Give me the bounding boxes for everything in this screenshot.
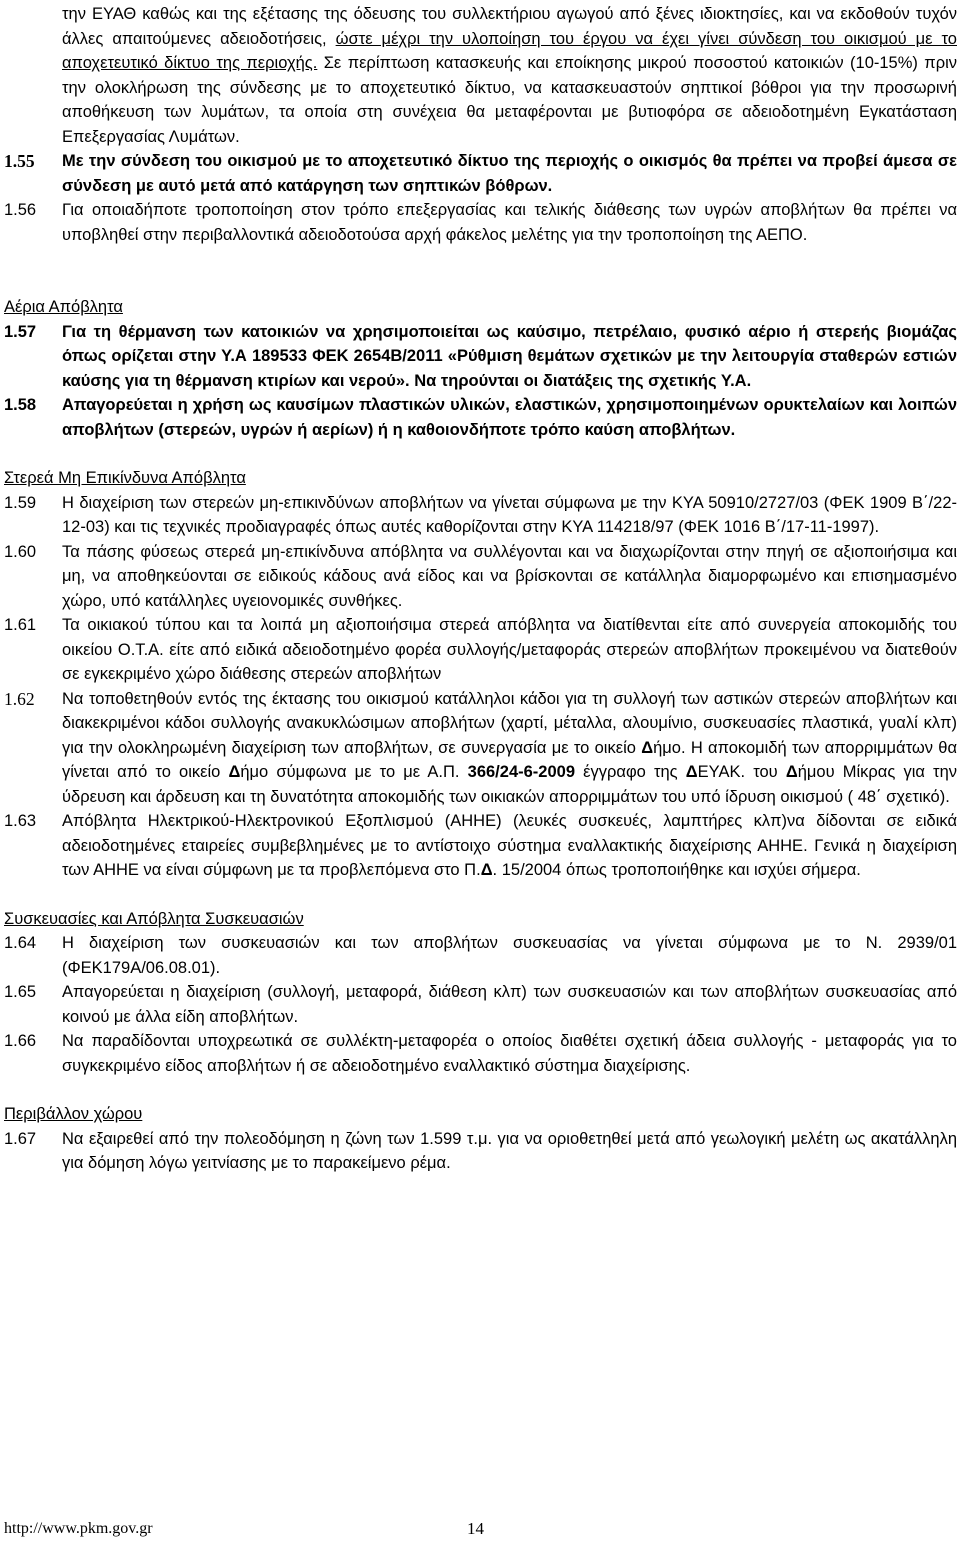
clause-1-63 xyxy=(4,809,957,883)
intro-text-start: την ΕΥΑΘ καθώς και της εξέτασης της όδευσης του συλλεκτήριου αγωγού από ξένες ιδιοκτησίες, και να εκδοθούν τυχόν άλλες απαιτούμενες αδειοδοτήσεις, xyxy=(62,5,957,48)
clause-number: 1.60 xyxy=(4,542,37,561)
clause-number: 1.66 xyxy=(4,1032,37,1050)
clause-number: 1.56 xyxy=(4,201,37,219)
bold-letter: Δ xyxy=(641,738,654,757)
clause-1-64 xyxy=(4,931,957,980)
section-heading-solid: Στερεά Μη Επικίνδυνα Απόβλητα xyxy=(4,469,246,487)
clause-number: 1.55 xyxy=(4,151,35,171)
bold-letter: Δ xyxy=(228,763,241,781)
clause-number: 1.61 xyxy=(4,616,37,634)
intro-text-rest: Σε περίπτωση κατασκευής και εποίκησης μικρού ποσοστού κατοικιών (10-15%) πριν την ολοκλήρωση της σύνδεσης με το αποχετευτικό δίκτυο, να κατασκευαστούν σηπτικοί βόθροι για την προσωρινή αποθήκευση των λυμάτων, τα οποία στη συνέχεια θα μεταφέρονται με βυτιοφόρα σε αδειοδοτημένη Εγκατάσταση Επεξεργασίας Λυμάτων. xyxy=(62,54,957,146)
clause-text-a: Να τοποθετηθούν εντός της έκτασης του οικισμού κατάλληλοι κάδοι για τη συλλογή των αστικών στερεών αποβλήτων και διακεκριμένοι κάδοι συλλογής ανακυκλώσιμων αποβλήτων (χαρτί, μέταλλα, αλουμίνιο, συσκευασίες πλαστικά, γυαλί κλπ) για την ολοκληρωμένη διαχείριση των αποβλήτων, σε συνεργασία με το οικείο xyxy=(62,689,957,757)
clause-text: Για οποιαδήποτε τροποποίηση στον τρόπο επεξεργασίας και τελικής διάθεσης των υγρών αποβλήτων θα πρέπει να υποβληθεί στην περιβαλλοντικά αδειοδοτούσα αρχή φάκελος μελέτης για την τροποποίηση της ΑΕΠΟ. xyxy=(62,201,957,244)
intro-paragraph xyxy=(4,2,957,149)
clause-1-65 xyxy=(4,980,957,1029)
bold-letter: Δ xyxy=(685,763,698,781)
clause-number: 1.57 xyxy=(4,322,37,341)
clause-number: 1.58 xyxy=(4,396,37,414)
clause-text: Να εξαιρεθεί από την πολεοδόμηση η ζώνη των 1.599 τ.μ. για να οριοθετηθεί μετά από γεωλογική μελέτη ως ακατάλληλη για δόμηση λόγω γειτνίασης με το παρακείμενο ρέμα. xyxy=(62,1129,957,1172)
clause-text-c: ήμο σύμφωνα με το με Α.Π. xyxy=(240,763,468,781)
clause-1-57 xyxy=(4,320,957,394)
intro-underlined-text: ώστε μέχρι την υλοποίηση του έργου να έχει γίνει σύνδεση του οικισμού με το αποχετευτικό δίκτυο της περιοχής. xyxy=(62,29,957,72)
clause-number: 1.67 xyxy=(4,1129,37,1148)
clause-text-b: ήμο. Η αποκομιδή των απορριμμάτων θα γίνεται από το οικείο xyxy=(62,738,958,781)
clause-text: Τα οικιακού τύπου και τα λοιπά μη αξιοποιήσιμα στερεά απόβλητα να διατίθενται είτε από συνεργεία αποκομιδής του οικείου Ο.Τ.Α. είτε από ειδικά αδειοδοτημένο φορέα συλλογής/μεταφοράς στερεών αποβλήτων προκειμένου να διατεθούν σε εγκεκριμένο χώρο διάθεσης στερεών αποβλήτων xyxy=(62,616,957,683)
clause-1-62 xyxy=(4,687,957,810)
section-heading-environment: Περιβάλλον χώρου xyxy=(4,1105,143,1123)
clause-text: Τα πάσης φύσεως στερεά μη-επικίνδυνα απόβλητα να συλλέγονται και να διαχωρίζονται στην πηγή σε αξιοποιήσιμα και μη, να αποθηκεύονται σε ειδικούς κάδους ανά είδος και να βρίσκονται σε κατάλληλα διαμορφωμένο και επισημασμένο χώρο, υπό κατάλληλες υγειονομικές συνθήκες. xyxy=(62,542,957,610)
clause-1-59 xyxy=(4,491,957,540)
clause-text: Απαγορεύεται η διαχείριση (συλλογή, μεταφορά, διάθεση κλπ) των συσκευασιών και των αποβλήτων συσκευασίας από κοινού με άλλα είδη αποβλήτων. xyxy=(62,983,957,1026)
clause-text: Απαγορεύεται η χρήση ως καυσίμων πλαστικών υλικών, ελαστικών, χρησιμοποιημένων ορυκτελαίων και λοιπών αποβλήτων (στερεών, υγρών ή αερίων) ή η καθοιονδήποτε τρόπο καύση αποβλήτων. xyxy=(62,396,957,439)
clause-text: Να παραδίδονται υποχρεωτικά σε συλλέκτη-μεταφορέα ο οποίος διαθέτει σχετική άδεια συλλογής - μεταφοράς για το συγκεκριμένο είδος αποβλήτων ή σε αδειοδοτημένο εναλλακτικό σύστημα διαχείρισης. xyxy=(62,1032,957,1075)
clause-text: Η διαχείριση των στερεών μη-επικινδύνων αποβλήτων να γίνεται σύμφωνα με την ΚΥΑ 50910/2727/03 (ΦΕΚ 1909 Β΄/22-12-03) και τις τεχνικές προδιαγραφές όπως αυτές καθορίζονται στην ΚΥΑ 114218/97 (ΦΕΚ 1016 Β΄/17-11-1997). xyxy=(62,493,957,536)
page-number: 14 xyxy=(467,1519,484,1538)
clause-number: 1.62 xyxy=(4,688,35,709)
clause-text: Για τη θέρμανση των κατοικιών να χρησιμοποιείται ως καύσιμο, πετρέλαιο, φυσικό αέριο ή στερεής βιομάζας όπως ορίζεται στην Υ.Α 189533 ΦΕΚ 2654Β/2011 «Ρύθμιση θεμάτων σχετικών με την λειτουργία σταθερών εστιών καύσης για τη θέρμανση κτιρίων και νερού». Να τηρούνται οι διατάξεις της σχετικής Υ.Α. xyxy=(62,322,957,390)
section-heading-air: Αέρια Απόβλητα xyxy=(4,298,123,316)
section-heading-packaging: Συσκευασίες και Απόβλητα Συσκευασιών xyxy=(4,909,304,928)
clause-text-b: . 15/2004 όπως τροποποιήθηκε και ισχύει σήμερα. xyxy=(492,861,861,879)
page-footer xyxy=(0,1514,960,1537)
clause-1-61 xyxy=(4,613,957,687)
footer-url[interactable]: http://www.pkm.gov.gr xyxy=(4,1520,153,1537)
clause-text-a: Απόβλητα Ηλεκτρικού-Ηλεκτρονικού Εξοπλισμού (ΑΗΗΕ) (λευκές συσκευές, λαμπτήρες κλπ)να δίδονται σε ειδικά αδειοδοτημένες εταιρείες συμβεβλημένες με το αντίστοιχο σύστημα εναλλακτικής διαχείρισης ΑΗΗΕ. Γενικά η διαχείριση των ΑΗΗΕ να είναι σύμφωνη με τα προβλεπόμενα στο Π. xyxy=(62,812,957,879)
clause-number: 1.63 xyxy=(4,812,37,830)
document-page xyxy=(4,2,957,1176)
clause-1-66 xyxy=(4,1029,957,1078)
clause-1-55 xyxy=(4,149,957,198)
clause-number: 1.65 xyxy=(4,983,37,1001)
clause-1-67 xyxy=(4,1127,957,1176)
clause-1-60 xyxy=(4,540,957,614)
bold-letter: Δ xyxy=(785,763,798,781)
clause-number: 1.64 xyxy=(4,934,37,952)
clause-number: 1.59 xyxy=(4,493,37,512)
clause-text-e: ΕΥΑΚ. του xyxy=(697,763,786,781)
bold-reference: 366/24-6-2009 xyxy=(467,763,575,781)
clause-text: Η διαχείριση των συσκευασιών και των αποβλήτων συσκευασίας να γίνεται σύμφωνα με το Ν. 2939/01 (ΦΕΚ179Α/06.08.01). xyxy=(62,934,957,977)
bold-letter: Δ xyxy=(480,861,493,879)
clause-text: Με την σύνδεση του οικισμού με το αποχετευτικό δίκτυο της περιοχής ο οικισμός θα πρέπει να προβεί άμεσα σε σύνδεση με αυτό μετά από κατάργηση των σηπτικών βόθρων. xyxy=(62,152,957,195)
clause-text-f: ήμου Μίκρας για την ύδρευση και άρδευση και τη δυνατότητα αποκομιδής των οικιακών απορριμμάτων του υπό ίδρυση οικισμού ( 48΄ σχετικό). xyxy=(62,763,958,806)
clause-1-56 xyxy=(4,198,957,247)
clause-text-d: έγγραφο της xyxy=(575,763,686,781)
clause-1-58 xyxy=(4,393,957,442)
